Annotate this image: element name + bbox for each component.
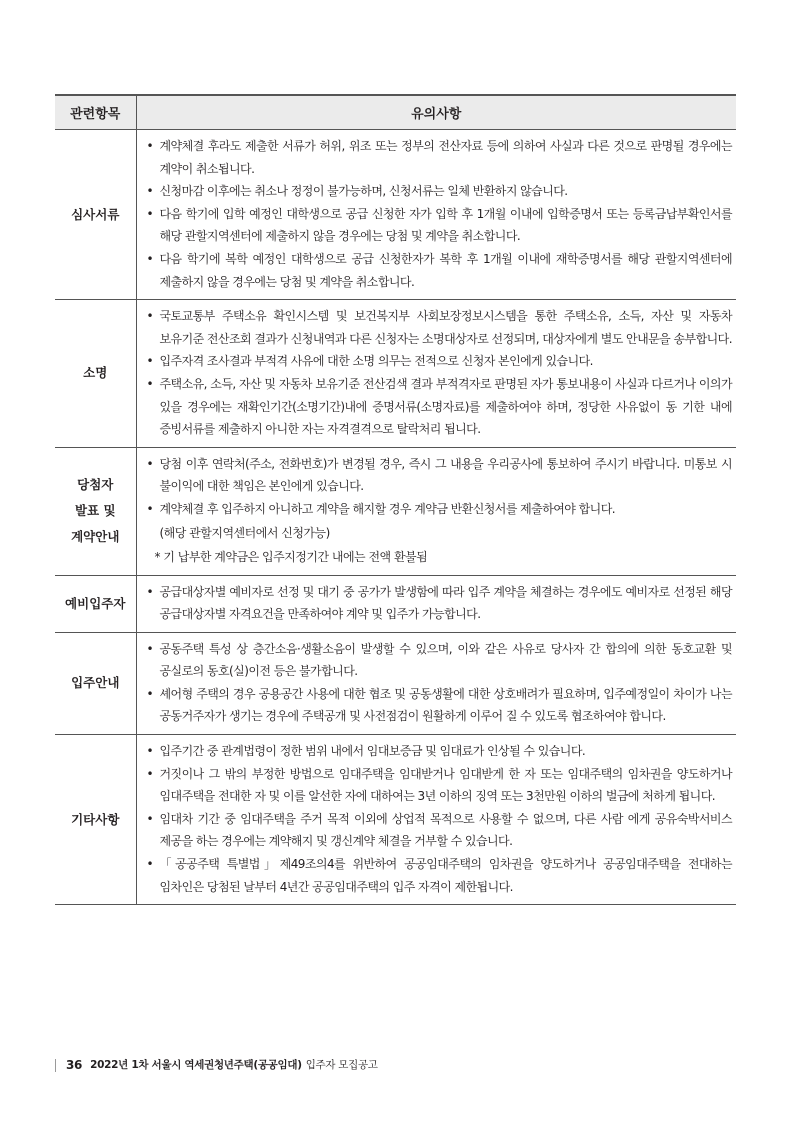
item-text: 당첨 이후 연락처(주소, 전화번호)가 변경될 경우, 즉시 그 내용을 우리공사에 통보하여 주시기 바랍니다. 미통보 시 불이익에 대한 책임은 본인에게 있습니다.: [159, 456, 732, 494]
bullet-icon: •: [146, 641, 154, 656]
list-item: [147, 203, 733, 248]
section-screening: [55, 130, 736, 300]
category-winner: [55, 447, 136, 575]
section-explanation: [55, 300, 736, 448]
list-item: [147, 683, 733, 728]
item-text: 국토교통부 주택소유 확인시스템 및 보건복지부 사회보장정보시스템을 통한 주택소유, 소득, 자산 및 자동차 보유기준 전산조회 결과가 신청내역과 다른 신청자는 소명대상자로 선정되며, 대상자에게 별도 안내문을 송부합니다.: [159, 309, 732, 346]
list-item: [147, 853, 733, 898]
content-explanation: [136, 300, 736, 448]
item-text: 계약체결 후 입주하지 아니하고 계약을 해지할 경우 계약금 반환신청서를 제출하여야 합니다.: [159, 501, 616, 516]
bullet-icon: •: [146, 251, 154, 266]
category-winner-line3: 계약안내: [71, 529, 120, 545]
list-item: [147, 305, 733, 350]
category-explanation: 소명: [55, 300, 136, 448]
page-footer: [55, 1058, 378, 1072]
bullet-icon: •: [146, 139, 154, 153]
notice-table: [55, 94, 736, 905]
list-item: [147, 453, 733, 498]
list-item: [147, 350, 733, 373]
content-winner: [136, 447, 736, 575]
list-item: [147, 135, 733, 180]
table-header-row: [55, 95, 736, 130]
item-text: 입주자격 조사결과 부적격 사유에 대한 소명 의무는 전적으로 신청자 본인에게 있습니다.: [159, 354, 593, 369]
section-other: [55, 735, 736, 905]
list-item: [147, 740, 733, 763]
bullet-icon: •: [146, 686, 154, 701]
category-other: 기타사항: [55, 735, 136, 905]
header-notes: 유의사항: [136, 95, 736, 130]
bullet-icon: •: [146, 744, 154, 759]
list-item: [147, 808, 733, 853]
category-screening: 심사서류: [55, 130, 136, 300]
star-note: * 기 납부한 계약금은 입주지정기간 내에는 전액 환불됨: [154, 549, 428, 564]
bullet-icon: •: [146, 456, 154, 471]
item-text: 거짓이나 그 밖의 부정한 방법으로 임대주택을 임대받거나 임대받게 한 자 또는 임대주택의 임차권을 양도하거나 임대주택을 전대한 자 및 이를 알선한 자에 대하여는 3년 이하의 징역 또는 3천만원 이하의 벌금에 처하게 됩니다.: [159, 766, 732, 804]
category-winner-line1: 당첨자: [77, 477, 114, 493]
bullet-icon: •: [146, 184, 154, 199]
bullet-icon: •: [146, 766, 154, 781]
list-item: [147, 373, 733, 441]
category-reserve: 예비입주자: [55, 575, 136, 632]
bullet-icon: •: [146, 857, 154, 872]
footer-title-rest: 입주자 모집공고: [305, 1059, 378, 1071]
page-number: 36: [66, 1058, 83, 1072]
item-text: 다음 학기에 복학 예정인 대학생으로 공급 신청한자가 복학 후 1개월 이내에 재학증명서를 해당 관할지역센터에 제출하지 않을 경우에는 당첨 및 계약을 취소합니다.: [159, 251, 732, 289]
bullet-icon: •: [146, 584, 154, 599]
item-text: 신청마감 이후에는 취소나 정정이 불가능하며, 신청서류는 일체 반환하지 않습니다.: [159, 184, 568, 199]
bullet-icon: •: [146, 501, 154, 516]
content-reserve: [136, 575, 736, 632]
item-text: 셰어형 주택의 경우 공용공간 사용에 대한 협조 및 공동생활에 대한 상호배려가 필요하며, 입주예정일이 차이가 나는 공동거주자가 생기는 경우에 주택공개 및 사전점검이 원활하게 이루어 질 수 있도록 협조하여야 합니다.: [159, 686, 732, 724]
list-item: [147, 638, 733, 683]
header-category: 관련항목: [55, 95, 136, 130]
item-text: 공급대상자별 예비자로 선정 및 대기 중 공가가 발생함에 따라 입주 계약을 체결하는 경우에도 예비자로 선정된 해당 공급대상자별 자격요건을 만족하여야 계약 및 입주가 가능합니다.: [159, 584, 732, 622]
content-other: [136, 735, 736, 905]
footer-divider: [55, 1059, 56, 1072]
bullet-icon: •: [146, 309, 154, 324]
category-movein: 입주안내: [55, 632, 136, 734]
item-text: 「공공주택 특별법」제49조의4를 위반하여 공공임대주택의 임차권을 양도하거나 공공임대주택을 전대하는 임차인은 당첨된 날부터 4년간 공공임대주택의 입주 자격이 제한됩니다.: [159, 857, 732, 894]
item-text: 공동주택 특성 상 층간소음·생활소음이 발생할 수 있으며, 이와 같은 사유로 당사자 간 합의에 의한 동호교환 및 공실로의 동호(실)이전 등은 불가합니다.: [159, 641, 732, 679]
bullet-icon: •: [146, 376, 154, 391]
item-text: 다음 학기에 입학 예정인 대학생으로 공급 신청한 자가 입학 후 1개월 이내에 입학증명서 또는 등록금납부확인서를 해당 관할지역센터에 제출하지 않을 경우에는 당첨 및 계약을 취소합니다.: [159, 206, 732, 244]
section-winner: [55, 447, 736, 575]
category-winner-line2: 발표 및: [74, 503, 116, 519]
content-screening: [136, 130, 736, 300]
paren-note: (해당 관할지역센터에서 신청가능): [159, 525, 330, 540]
list-item: [147, 581, 733, 626]
list-item: [147, 180, 733, 203]
list-item: [147, 248, 733, 293]
item-text: 임대차 기간 중 임대주택을 주거 목적 이외에 상업적 목적으로 사용할 수 없으며, 다른 사람 에게 공유숙박서비스 제공을 하는 경우에는 계약해지 및 갱신계약 체결을 거부할 수 있습니다.: [159, 811, 732, 849]
list-item: [147, 763, 733, 808]
content-movein: [136, 632, 736, 734]
item-text: 주택소유, 소득, 자산 및 자동차 보유기준 전산검색 결과 부적격자로 판명된 자가 통보내용이 사실과 다르거나 이의가 있을 경우에는 재확인기간(소명기간)내에 증명서류(소명자료)를 제출하여야 하며, 정당한 사유없이 동 기한 내에 증빙서류를 제출하지 아니한 자는 자격결격으로 탈락처리 됩니다.: [159, 376, 732, 437]
item-text: 입주기간 중 관계법령이 정한 범위 내에서 임대보증금 및 임대료가 인상될 수 있습니다.: [159, 744, 586, 759]
section-reserve: [55, 575, 736, 632]
item-text: 계약체결 후라도 제출한 서류가 허위, 위조 또는 정부의 전산자료 등에 의하여 사실과 다른 것으로 판명될 경우에는 계약이 취소됩니다.: [159, 139, 732, 176]
section-movein: [55, 632, 736, 734]
bullet-icon: •: [146, 811, 154, 826]
bullet-icon: •: [146, 354, 154, 369]
footer-title-bold: 2022년 1차 서울시 역세권청년주택(공공임대): [90, 1059, 302, 1071]
list-item: [147, 498, 733, 521]
bullet-icon: •: [146, 206, 154, 221]
